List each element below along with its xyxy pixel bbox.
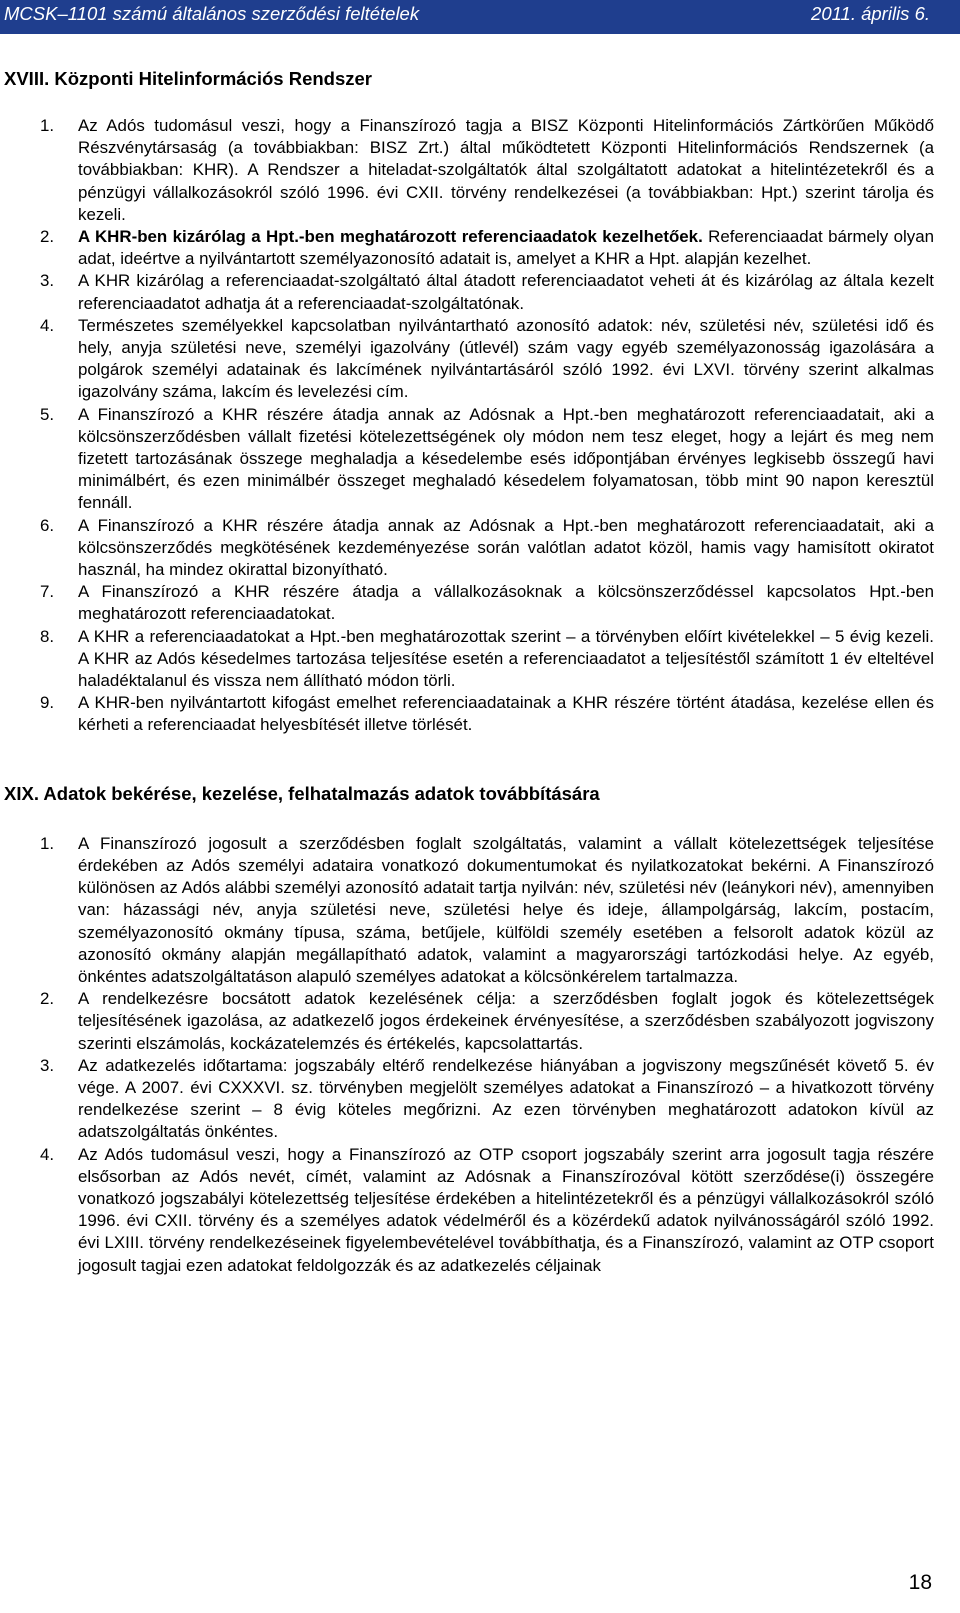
item-text: A KHR-ben nyilvántartott kifogást emelhet referenciaadatainak a KHR részére történt átadása, kezelése ellen és kérheti a referenciaadat helyesbítését illetve törlését. xyxy=(78,693,934,735)
item-text: Az adatkezelés időtartama: jogszabály eltérő rendelkezése hiányában a jogviszony megszűnését követő 5. év vége. A 2007. évi CXXXVI. sz. törvényben megjelölt személyes adatokat a Finanszírozó – a hivatkozott törvény rendelkezése szerint – 8 évig köteles megőrizni. Az ezen törvényben meghatározott adatokon kívül az adatszolgáltatás önkéntes. xyxy=(78,1055,934,1142)
item-number: 6. xyxy=(40,515,55,535)
item-text: A Finanszírozó a KHR részére átadja annak az Adósnak a Hpt.-ben meghatározott referenciaadatait, aki a kölcsönszerződés megkötésének kezdeményezése során valótlan adatot közöl, hamis vagy hamisított okiratot használ, ha mindez okirattal bizonyítható. xyxy=(78,515,934,580)
item-text: A Finanszírozó a KHR részére átadja a vállalkozásoknak a kölcsönszerződéssel kapcsolatos Hpt.-ben meghatározott referenciaadatokat. xyxy=(78,582,934,624)
section-xviii-list xyxy=(4,115,934,737)
item-text: Az Adós tudomásul veszi, hogy a Finanszírozó tagja a BISZ Központi Hitelinformációs Zártkörűen Működő Részvénytársaság (a továbbiakban: BISZ Zrt.) által működtetett Központi Hitelinformációs Rendszernek (a továbbiakban: KHR). A Rendszer a hiteladat-szolgáltatók által szolgáltatott adatokat a hitelintézetekről és a pénzügyi vállalkozásokról szóló 1996. évi CXII. törvény rendelkezései (a továbbiakban: Hpt.) szerint tárolja és kezeli. xyxy=(78,116,934,224)
item-number: 1. xyxy=(40,833,55,853)
item-number: 3. xyxy=(40,271,55,291)
section-heading-xviii: XVIII. Központi Hitelinformációs Rendszer xyxy=(4,68,372,89)
list-item xyxy=(4,515,934,582)
page-header xyxy=(0,0,960,34)
list-item xyxy=(4,270,934,314)
item-text: A rendelkezésre bocsátott adatok kezelésének célja: a szerződésben foglalt jogok és kötelezettségek teljesítésének igazolása, az adatkezelő jogos érdekeinek érvényesítése, a szerződésben szabályozott jogviszony szerinti elszámolás, kockázatelemzés és értékelés, kapcsolattartás. xyxy=(78,989,934,1053)
item-number: 5. xyxy=(40,404,55,424)
list-item xyxy=(4,581,934,625)
item-text: A Finanszírozó jogosult a szerződésben foglalt szolgáltatás, valamint a vállalt kötelezettségek teljesítése érdekében az Adós személyi adataira vonatkozó dokumentumokat és nyilatkozatokat bekérni. A Finanszírozó különösen az Adós alábbi személyi azonosító adatait tartja nyilván: név, születési név (leánykori név), amennyiben van: házassági név, anyja születési neve, születési helye és ideje, állampolgárság, lakcím, postacím, személyazonosító okmány típusa, száma, betűjele, külföldi személy esetében a felsorolt adatok közül az azonosító okmány alapján megállapítható adatok, valamint a magyarországi tartózkodási helye. Az egyéb, önkéntes adatszolgáltatáson alapuló személyes adatokat a kölcsönkérelem tartalmazza. xyxy=(78,833,934,986)
item-number: 4. xyxy=(40,315,55,335)
document-body xyxy=(4,66,934,1277)
list-item xyxy=(4,626,934,693)
list-item xyxy=(4,315,934,404)
list-item xyxy=(4,833,934,988)
list-item xyxy=(4,226,934,270)
item-text: A Finanszírozó a KHR részére átadja annak az Adósnak a Hpt.-ben meghatározott referenciaadatait, aki a kölcsönszerződésben vállalt fizetési kötelezettségének oly módon nem tesz eleget, hogy a lejárt és meg nem fizetett tartozásának összege meghaladja a késedelembe esés időpontjában érvényes legkisebb összegű havi minimálbért, és ezen minimálbér összeget meghaladó késedelem folyamatosan, több mint 90 napon keresztül fennáll. xyxy=(78,404,934,513)
item-number: 4. xyxy=(40,1144,55,1164)
item-number: 2. xyxy=(40,989,55,1009)
item-number: 2. xyxy=(40,227,55,247)
section-heading-xix: XIX. Adatok bekérése, kezelése, felhatalmazás adatok továbbítására xyxy=(4,782,600,804)
item-number: 8. xyxy=(40,626,55,646)
item-text: A KHR a referenciaadatokat a Hpt.-ben meghatározottak szerint – a törvényben előírt kivételekkel – 5 évig kezeli. A KHR az Adós késedelmes tartozása teljesítése esetén a referenciaadatot a teljesítéstől számított 1 év elteltével haladéktalanul és vissza nem állítható módon törli. xyxy=(78,626,934,691)
item-text-wrap xyxy=(78,226,934,270)
item-text: Természetes személyekkel kapcsolatban nyilvántartható azonosító adatok: név, születési név, születési idő és hely, anyja születési neve, személyi igazolvány (útlevél) szám vagy egyéb személyazonosság igazolására a polgárok személyi adatainak és lakcímének nyilvántartásáról szóló 1992. évi LXVI. törvény szerint alkalmas igazolvány száma, lakcím és levelezési cím. xyxy=(78,315,934,402)
item-number: 9. xyxy=(40,693,55,713)
list-item xyxy=(4,1144,934,1277)
item-number: 1. xyxy=(40,116,55,135)
list-item xyxy=(4,988,934,1055)
section-xix-list xyxy=(4,833,934,1277)
item-number: 7. xyxy=(40,582,55,602)
page-number: 18 xyxy=(908,1571,932,1594)
document-date: 2011. április 6. xyxy=(811,3,930,24)
item-text: Az Adós tudomásul veszi, hogy a Finanszírozó az OTP csoport jogszabály szerint arra jogosult tagja részére elsősorban az Adós nevét, címét, valamint az Adósnak a Finanszírozóval kötött szerződése(i) összegére vonatkozó jogszabályi kötelezettség teljesítése érdekében a hitelintézetekről és a pénzügyi vállalkozásokról szóló 1996. évi CXII. törvény és a személyes adatok védelméről és a közérdekű adatok nyilvánosságáról szóló 1992. évi LXIII. törvény rendelkezéseinek figyelembevételével továbbíthatja, és a Finanszírozó, valamint az OTP csoport jogosult tagjai ezen adatokat feldolgozzák és az adatkezelés céljainak xyxy=(78,1144,934,1275)
item-number: 3. xyxy=(40,1055,55,1075)
list-item xyxy=(4,115,934,226)
list-item xyxy=(4,404,934,515)
list-item xyxy=(4,692,934,736)
item-text: Referenciaadat bármely olyan adat, ideértve a nyilvántartott személyazonosító adatait is, amelyet a KHR a Hpt. alapján kezelhet. xyxy=(78,227,934,269)
item-text-bold: A KHR-ben kizárólag a Hpt.-ben meghatározott referenciaadatok kezelhetőek. xyxy=(78,227,703,247)
item-text: A KHR kizárólag a referenciaadat-szolgáltató által átadott referenciaadatot veheti át és kizárólag az általa kezelt referenciaadatot adhatja át a referenciaadat-szolgáltatónak. xyxy=(78,271,934,313)
list-item xyxy=(4,1055,934,1144)
document-title: MCSK–1101 számú általános szerződési feltételek xyxy=(4,3,420,24)
